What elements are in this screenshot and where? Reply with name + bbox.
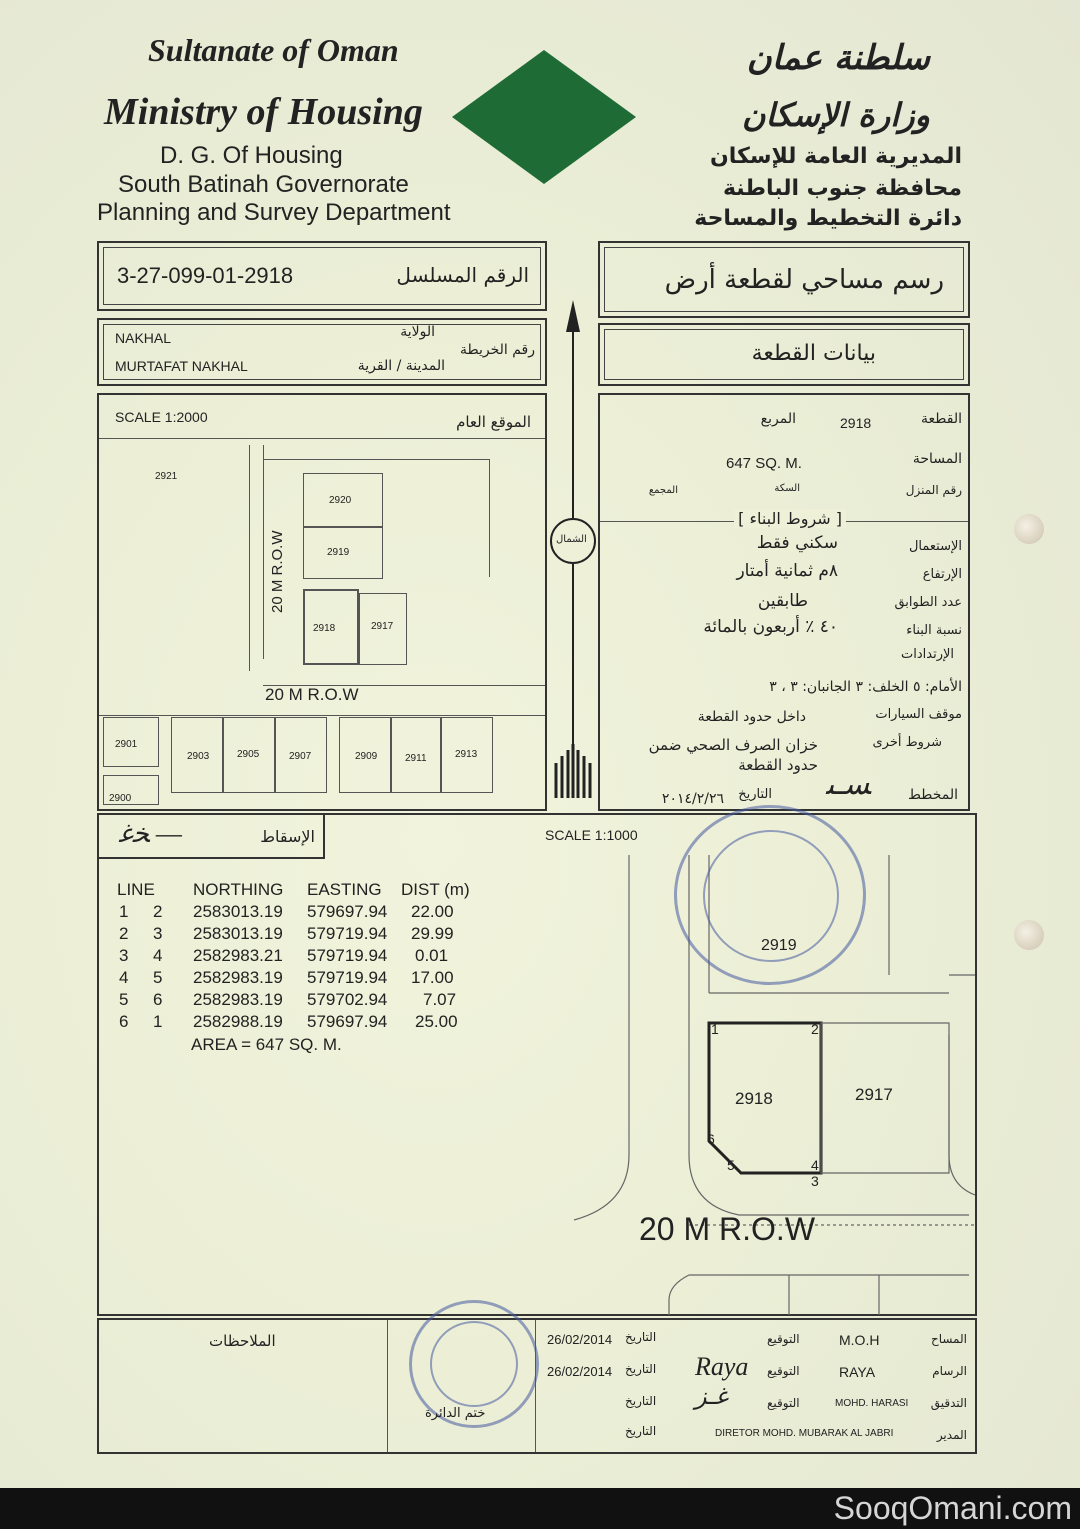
plot-data-title-box xyxy=(598,323,970,386)
row-to: 5 xyxy=(153,968,163,987)
area-value: 647 SQ. M. xyxy=(726,455,802,472)
drafter-role: الرسام xyxy=(932,1364,967,1378)
header-en-ministry: Ministry of Housing xyxy=(104,91,423,133)
header-ar-ministry: وزارة الإسكان xyxy=(741,96,930,134)
serial-box xyxy=(97,241,547,311)
row-to: 4 xyxy=(153,946,163,965)
drafter-sign-label: التوقيع xyxy=(767,1364,800,1378)
signature-box xyxy=(97,1318,977,1454)
row-from: 3 xyxy=(119,946,129,965)
surveyor-role: المساح xyxy=(930,1332,967,1346)
table-row xyxy=(117,923,470,945)
header-ar-dg: المديرية العامة للإسكان xyxy=(709,144,962,169)
site-plot-label: 2900 xyxy=(109,793,132,804)
parking-value: داخل حدود القطعة xyxy=(697,709,806,725)
site-plot-label: 2907 xyxy=(289,751,312,762)
site-plot-label: 2909 xyxy=(355,751,378,762)
row-from: 2 xyxy=(119,924,129,943)
row-easting: 579702.94 xyxy=(307,990,388,1009)
site-plot-label: 2919 xyxy=(327,547,350,558)
row-from: 6 xyxy=(119,1012,129,1031)
table-row xyxy=(117,945,470,967)
map-no-label: رقم الخريطة xyxy=(459,342,535,358)
office-stamp-label: ختم الدائرة xyxy=(425,1406,486,1421)
vertex-label: 4 xyxy=(811,1157,819,1173)
other-value: خزان الصرف الصحي ضمن حدود القطعة xyxy=(648,736,818,774)
row-dist: 17.00 xyxy=(411,968,454,987)
detail-plot-2918: 2918 xyxy=(735,1089,773,1108)
site-plot-label: 2920 xyxy=(329,495,352,506)
parking-label: موقف السيارات xyxy=(875,707,962,722)
floors-value: طابقين xyxy=(757,591,808,611)
row-easting: 579719.94 xyxy=(307,924,388,943)
drafter-signature: Raya xyxy=(695,1352,749,1381)
checker-role: التدقيق xyxy=(930,1396,967,1410)
director-role: المدير xyxy=(936,1428,967,1442)
site-road-vertical: 20 M R.O.W xyxy=(269,530,286,613)
site-plot-label: 2905 xyxy=(237,749,260,760)
serial-label: الرقم المسلسل xyxy=(396,263,529,287)
total-area: AREA = 647 SQ. M. xyxy=(191,1035,342,1054)
header-en-country: Sultanate of Oman xyxy=(148,32,399,68)
wilayat-value: NAKHAL xyxy=(115,330,172,346)
watermark-text: SooqOmani.com xyxy=(833,1490,1072,1526)
row-northing: 2582983.19 xyxy=(193,968,283,987)
projection-scale: SCALE 1:1000 xyxy=(545,827,638,843)
surveyor-date-label: التاريخ xyxy=(625,1330,657,1344)
complex-label: المجمع xyxy=(648,485,678,496)
detail-road: 20 M R.O.W xyxy=(639,1211,816,1247)
row-to: 3 xyxy=(153,924,163,943)
row-from: 4 xyxy=(119,968,129,987)
col-easting: EASTING xyxy=(307,880,382,899)
row-dist: 25.00 xyxy=(415,1012,458,1031)
table-row xyxy=(117,901,470,923)
row-to: 2 xyxy=(153,902,163,921)
row-easting: 579697.94 xyxy=(307,1012,388,1031)
ministry-logo xyxy=(450,48,638,186)
site-road-horizontal: 20 M R.O.W xyxy=(265,685,359,704)
projection-label-box xyxy=(99,815,325,859)
table-row xyxy=(117,967,470,989)
conditions-title: [ شروط البناء ] xyxy=(734,509,846,528)
coordinates-header-row xyxy=(117,879,470,901)
north-label: الشمال xyxy=(556,534,587,545)
plot-data-title: بيانات القطعة xyxy=(751,341,876,366)
house-no-label: رقم المنزل xyxy=(905,483,962,497)
drafter-date-label: التاريخ xyxy=(625,1362,657,1376)
plot-label: القطعة xyxy=(921,411,962,427)
vertex-label: 6 xyxy=(707,1131,715,1147)
north-arrow xyxy=(548,298,598,808)
plot-number: 2918 xyxy=(840,415,872,431)
surveyor-sign-label: التوقيع xyxy=(767,1332,800,1346)
ratio-label: نسبة البناء xyxy=(906,623,962,638)
setbacks-label: الإرتدادات xyxy=(901,647,954,662)
site-plot-label: 2901 xyxy=(115,739,138,750)
wilayat-label: الولاية xyxy=(400,324,435,340)
row-dist: 7.07 xyxy=(423,990,457,1009)
site-plot-label: 2918 xyxy=(313,623,336,634)
surveyor-date: 26/02/2014 xyxy=(547,1332,613,1347)
drafter-date: 26/02/2014 xyxy=(547,1364,613,1379)
location-box xyxy=(97,318,547,386)
village-value: MURTAFAT NAKHAL xyxy=(115,358,248,374)
vertex-label: 1 xyxy=(711,1021,719,1037)
detail-drawing xyxy=(569,855,975,1315)
row-northing: 2583013.19 xyxy=(193,902,283,921)
director-name: DIRETOR MOHD. MUBARAK AL JABRI xyxy=(715,1428,894,1439)
site-map-label: الموقع العام xyxy=(456,413,531,431)
col-line: LINE xyxy=(117,880,155,899)
row-easting: 579719.94 xyxy=(307,946,388,965)
vertex-label: 2 xyxy=(811,1021,819,1037)
table-row xyxy=(117,989,470,1011)
street-label: السكة xyxy=(774,483,800,494)
planner-date-value: ٢٠١٤/٢/٢٦ xyxy=(661,791,724,807)
height-label: الإرتفاع xyxy=(922,567,962,582)
planner-label: المخطط xyxy=(907,787,958,803)
row-northing: 2582983.19 xyxy=(193,990,283,1009)
coordinates-table xyxy=(117,879,470,1033)
notes-label: الملاحظات xyxy=(209,1332,276,1350)
site-plot-label: 2903 xyxy=(187,751,210,762)
height-value: ٨م ثمانية أمتار xyxy=(736,561,838,581)
row-dist: 0.01 xyxy=(415,946,449,965)
use-value: سكني فقط xyxy=(756,533,838,553)
planner-signature: ﺴـﯩ xyxy=(826,768,871,801)
planner-date-label: التاريخ xyxy=(738,787,772,802)
use-label: الإستعمال xyxy=(908,539,962,554)
row-from: 1 xyxy=(119,902,129,921)
detail-stamp xyxy=(674,805,866,985)
row-northing: 2583013.19 xyxy=(193,924,283,943)
row-to: 1 xyxy=(153,1012,163,1031)
setbacks-value: الأمام: ٥ الخلف: ٣ الجانبان: ٣ ، ٣ xyxy=(769,679,962,695)
row-from: 5 xyxy=(119,990,129,1009)
projection-label: الإسقاط xyxy=(260,827,315,846)
row-dist: 29.99 xyxy=(411,924,454,943)
header-en-dg: D. G. Of Housing xyxy=(160,142,343,169)
checker-name: MOHD. HARASI xyxy=(835,1398,909,1409)
table-row xyxy=(117,1011,470,1033)
doc-title-box xyxy=(598,241,970,318)
col-northing: NORTHING xyxy=(193,880,284,899)
punch-hole-bottom xyxy=(1014,920,1044,950)
plot-details-box xyxy=(598,393,970,811)
area-label: المساحة xyxy=(912,451,962,467)
projection-signature: ﺨﻏ ― xyxy=(119,819,182,848)
other-label: شروط أخرى xyxy=(872,735,942,750)
drafter-name: RAYA xyxy=(839,1364,876,1380)
detail-plot-2919: 2919 xyxy=(761,937,797,954)
row-dist: 22.00 xyxy=(411,902,454,921)
checker-sign-label: التوقيع xyxy=(767,1396,800,1410)
row-northing: 2582988.19 xyxy=(193,1012,283,1031)
site-map-scale: SCALE 1:2000 xyxy=(115,409,208,425)
detail-plot-2917: 2917 xyxy=(855,1085,893,1104)
row-easting: 579719.94 xyxy=(307,968,388,987)
block-label: المربع xyxy=(760,411,796,427)
surveyor-name: M.O.H xyxy=(839,1332,880,1348)
director-date-label: التاريخ xyxy=(625,1424,657,1438)
village-label: المدينة / القرية xyxy=(357,358,445,374)
vertex-label: 5 xyxy=(727,1157,735,1173)
serial-number: 3-27-099-01-2918 xyxy=(117,263,294,288)
punch-hole-top xyxy=(1014,514,1044,544)
header-en-department: Planning and Survey Department xyxy=(97,199,451,226)
footer-bar xyxy=(0,1488,1080,1529)
vertex-label: 3 xyxy=(811,1173,819,1189)
row-to: 6 xyxy=(153,990,163,1009)
site-plot-label: 2913 xyxy=(455,749,478,760)
site-plot-label: 2921 xyxy=(155,471,178,482)
site-map-box xyxy=(97,393,547,811)
header-ar-country: سلطنة عمان xyxy=(746,38,930,78)
site-plot-label: 2917 xyxy=(371,621,394,632)
checker-date-label: التاريخ xyxy=(625,1394,657,1408)
doc-title: رسم مساحي لقطعة أرض xyxy=(664,265,944,295)
col-dist: DIST (m) xyxy=(401,880,470,899)
header-ar-governorate: محافظة جنوب الباطنة xyxy=(722,176,962,201)
header-en-governorate: South Batinah Governorate xyxy=(118,171,409,198)
projection-box xyxy=(97,813,977,1316)
header-ar-department: دائرة التخطيط والمساحة xyxy=(694,206,962,231)
row-easting: 579697.94 xyxy=(307,902,388,921)
row-northing: 2582983.21 xyxy=(193,946,283,965)
ratio-value: ٤٠ ٪ أربعون بالمائة xyxy=(703,617,838,637)
checker-signature: ﻏـﺰ xyxy=(695,1384,728,1410)
site-plot-label: 2911 xyxy=(405,753,427,764)
floors-label: عدد الطوابق xyxy=(894,595,962,610)
